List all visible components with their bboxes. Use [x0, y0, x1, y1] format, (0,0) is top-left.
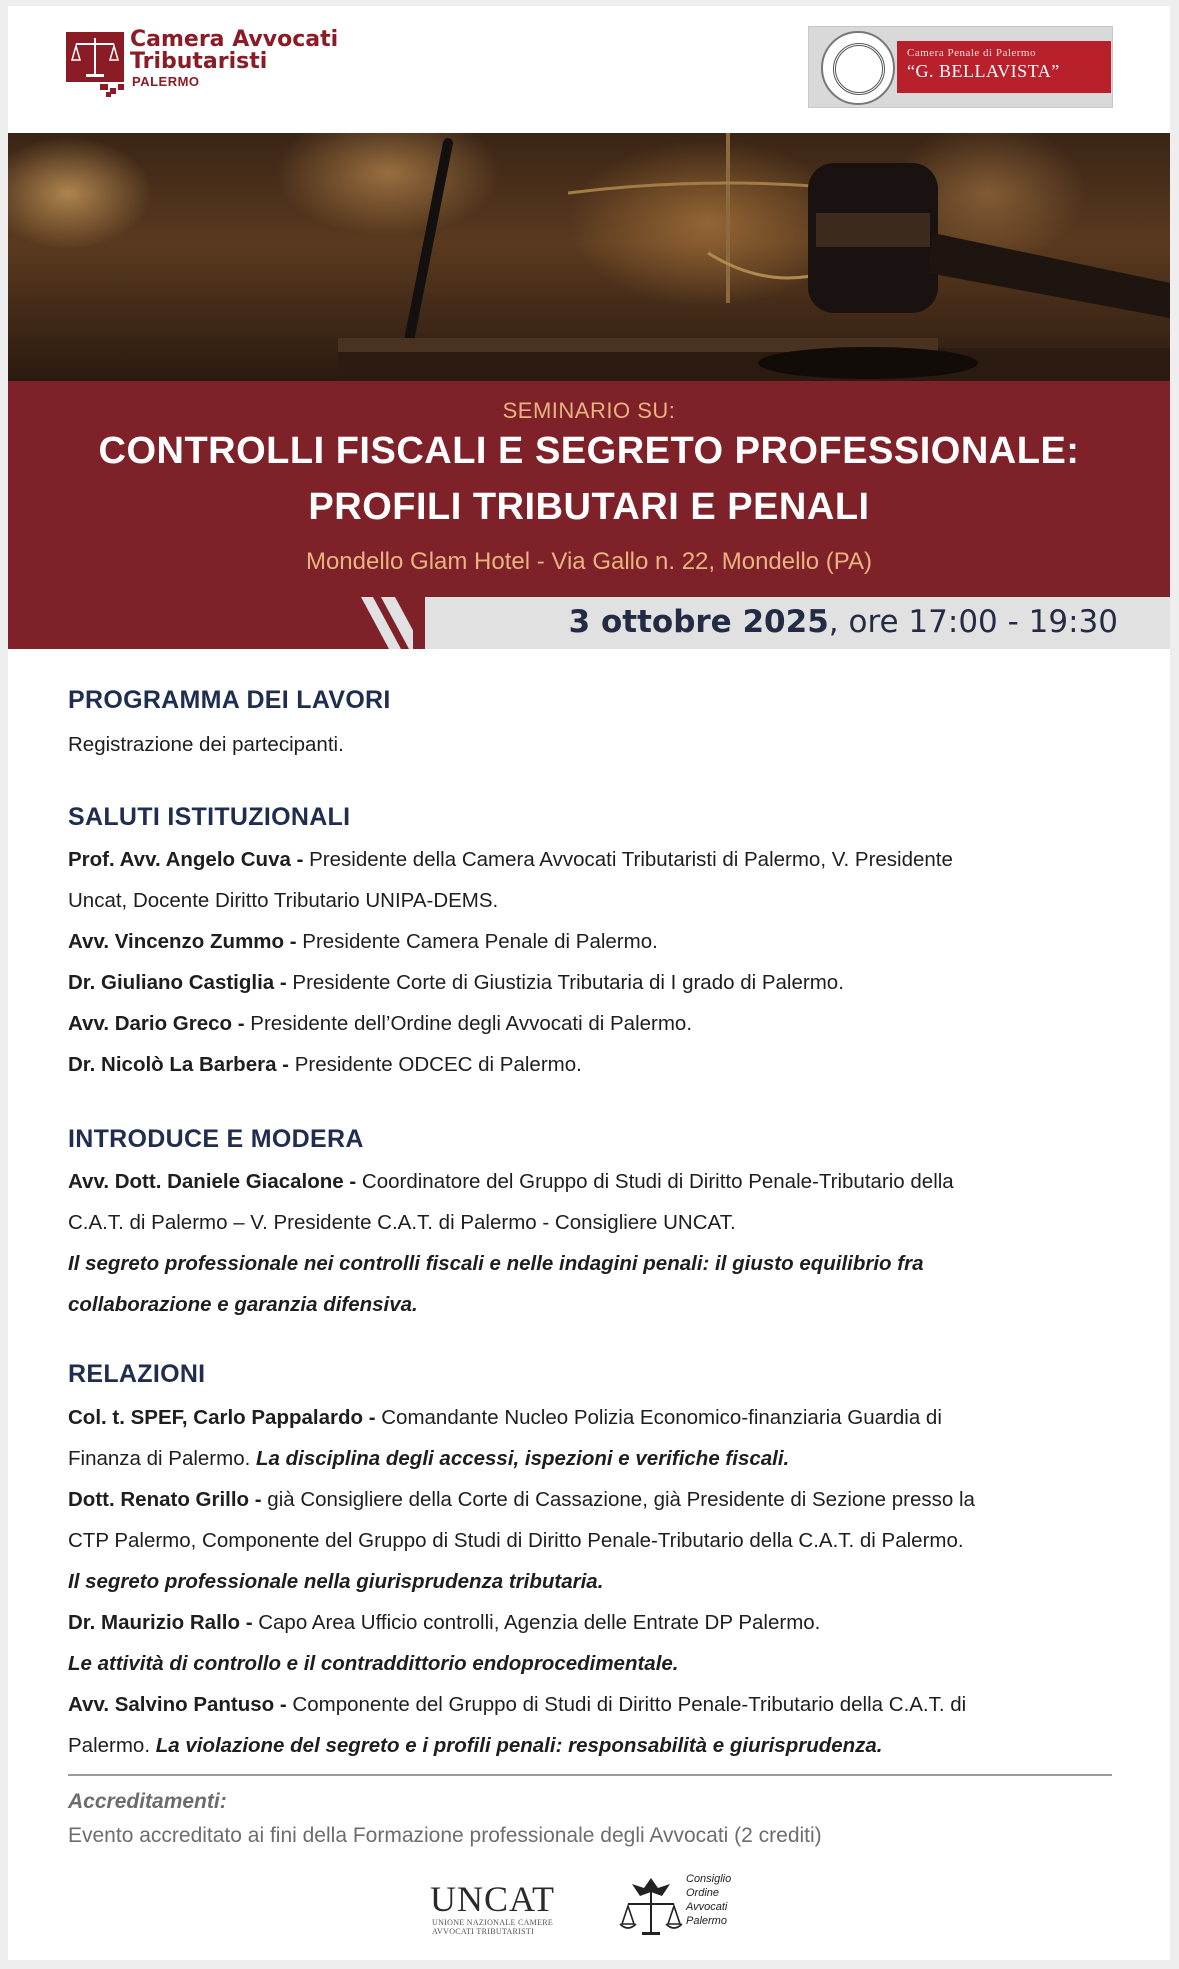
divider [68, 1774, 1112, 1776]
logo-right-line-2: “G. BELLAVISTA” [907, 61, 1060, 81]
hero-gavel-photo [8, 133, 1170, 381]
coa-line-3: Avvocati [686, 1901, 728, 1913]
speaker-role: Presidente ODCEC di Palermo. [294, 1053, 582, 1076]
speaker-role: Comandante Nucleo Polizia Economico-finanziaria Guardia di [381, 1406, 942, 1429]
programma-heading: PROGRAMMA DEI LAVORI [68, 686, 391, 714]
date-band [361, 597, 1170, 649]
speaker-role: Uncat, Docente Diritto Tributario UNIPA-DEMS. [68, 889, 499, 912]
seminar-title-line-2: PROFILI TRIBUTARI E PENALI [308, 486, 870, 528]
speaker-role: Componente del Gruppo di Studi di Diritto Penale-Tributario della C.A.T. di [292, 1693, 967, 1716]
moderator-topic [68, 1252, 923, 1276]
speaker-name: Avv. Dario Greco - [68, 1012, 251, 1035]
venue: Mondello Glam Hotel - Via Gallo n. 22, Mondello (PA) [305, 548, 873, 575]
relazione-topic [68, 1652, 679, 1676]
topic-text: Le attività di controllo e il contraddittorio endoprocedimentale. [68, 1652, 679, 1675]
event-flyer [8, 6, 1170, 1960]
saluto-line [68, 1053, 582, 1077]
eagle-scales-icon [618, 1874, 684, 1940]
uncat-logo-sub2: AVVOCATI TRIBUTARISTI [432, 1927, 535, 1936]
logo-line-2: Tributaristi [130, 49, 268, 74]
seminar-title-line-1: CONTROLLI FISCALI E SEGRETO PROFESSIONALE: [98, 430, 1080, 472]
topic-text: La disciplina degli accessi, ispezioni e verifiche fiscali. [256, 1447, 790, 1470]
saluto-line [68, 1012, 692, 1036]
coa-logo-text [686, 1872, 731, 1928]
speaker-role: Presidente Camera Penale di Palermo. [302, 930, 658, 953]
speaker-role: Capo Area Ufficio controlli, Agenzia delle Entrate DP Palermo. [258, 1611, 821, 1634]
relazione-line [68, 1406, 942, 1430]
logo-line-3: PALERMO [132, 74, 200, 89]
seminar-kicker: SEMINARIO SU: [502, 398, 676, 423]
speaker-name: Col. t. SPEF, Carlo Pappalardo - [68, 1406, 382, 1429]
gavel-scales-illustration [8, 133, 1170, 381]
speaker-role: Finanza di Palermo. [68, 1447, 257, 1470]
event-date-time [569, 604, 1118, 640]
coa-line-4: Palermo [686, 1915, 727, 1927]
speaker-role: Presidente dell’Ordine degli Avvocati di Palermo. [250, 1012, 693, 1035]
relazione-topic [68, 1570, 603, 1594]
topic-text: collaborazione e garanzia difensiva. [68, 1293, 418, 1316]
relazione-line [68, 1488, 975, 1512]
coa-line-2: Ordine [686, 1887, 720, 1899]
camera-avvocati-tributaristi-logo [66, 26, 356, 126]
moderator-line [68, 1170, 954, 1194]
speaker-name: Avv. Dott. Daniele Giacalone - [68, 1170, 362, 1193]
speaker-name: Avv. Salvino Pantuso - [68, 1693, 293, 1716]
speaker-name: Dr. Nicolò La Barbera - [68, 1053, 295, 1076]
coa-line-1: Consiglio [686, 1873, 732, 1885]
seal-icon [821, 31, 895, 105]
programma-text: Registrazione dei partecipanti. [68, 733, 344, 756]
relazione-line [68, 1734, 883, 1758]
topic-text: Il segreto professionale nella giurisprudenza tributaria. [68, 1570, 604, 1593]
speaker-role: Presidente Corte di Giustizia Tributaria di I grado di Palermo. [292, 971, 844, 994]
moderator-line: C.A.T. di Palermo – V. Presidente C.A.T. di Palermo - Consigliere UNCAT. [68, 1211, 736, 1234]
saluto-line [68, 848, 953, 872]
ordine-avvocati-palermo-logo [618, 1872, 768, 1942]
saluto-line [68, 971, 844, 995]
speaker-role: Presidente della Camera Avvocati Tributaristi di Palermo, V. Presidente [309, 848, 953, 871]
relazione-line: CTP Palermo, Componente del Gruppo di Studi di Diritto Penale-Tributario della C.A.T. di Palermo. [68, 1529, 964, 1552]
relazione-line [68, 1693, 966, 1717]
speaker-role: Coordinatore del Gruppo di Studi di Diritto Penale-Tributario della [361, 1170, 954, 1193]
accreditamenti-text: Evento accreditato ai fini della Formazione professionale degli Avvocati (2 crediti) [68, 1824, 822, 1847]
saluto-line [68, 930, 658, 954]
accreditamenti-heading: Accreditamenti: [68, 1790, 227, 1813]
speaker-role: Palermo. [68, 1734, 156, 1757]
scales-of-justice-icon [66, 32, 126, 98]
event-time: , ore 17:00 - 19:30 [828, 604, 1118, 640]
logo-line-1: Camera Avvocati [130, 27, 339, 52]
topic-text: Il segreto professionale nei controlli fiscali e nelle indagini penali: il giusto equilibrio fra [68, 1252, 924, 1275]
topic-text: La violazione del segreto e i profili penali: responsabilità e giurisprudenza. [155, 1734, 883, 1757]
saluto-line [68, 889, 498, 913]
uncat-logo-sub1: UNIONE NAZIONALE CAMERE [432, 1918, 554, 1927]
speaker-name: Avv. Vincenzo Zummo - [68, 930, 303, 953]
uncat-logo [428, 1878, 578, 1938]
camera-penale-palermo-logo [808, 26, 1113, 108]
speaker-role: già Consigliere della Corte di Cassazione, già Presidente di Sezione presso la [267, 1488, 975, 1511]
saluti-heading: SALUTI ISTITUZIONALI [68, 803, 351, 831]
speaker-name: Dr. Maurizio Rallo - [68, 1611, 259, 1634]
uncat-logo-text: UNCAT [430, 1879, 556, 1919]
moderator-topic [68, 1293, 418, 1317]
speaker-name: Dott. Renato Grillo - [68, 1488, 268, 1511]
introduce-heading: INTRODUCE E MODERA [68, 1125, 364, 1153]
relazione-line [68, 1611, 820, 1635]
relazione-line [68, 1447, 789, 1471]
logo-right-line-1: Camera Penale di Palermo [907, 47, 1036, 59]
event-date: 3 ottobre 2025 [568, 604, 829, 640]
relazioni-heading: RELAZIONI [68, 1360, 206, 1388]
speaker-name: Dr. Giuliano Castiglia - [68, 971, 293, 994]
diagonal-stripe-decoration [361, 597, 413, 649]
speaker-name: Prof. Avv. Angelo Cuva - [68, 848, 310, 871]
